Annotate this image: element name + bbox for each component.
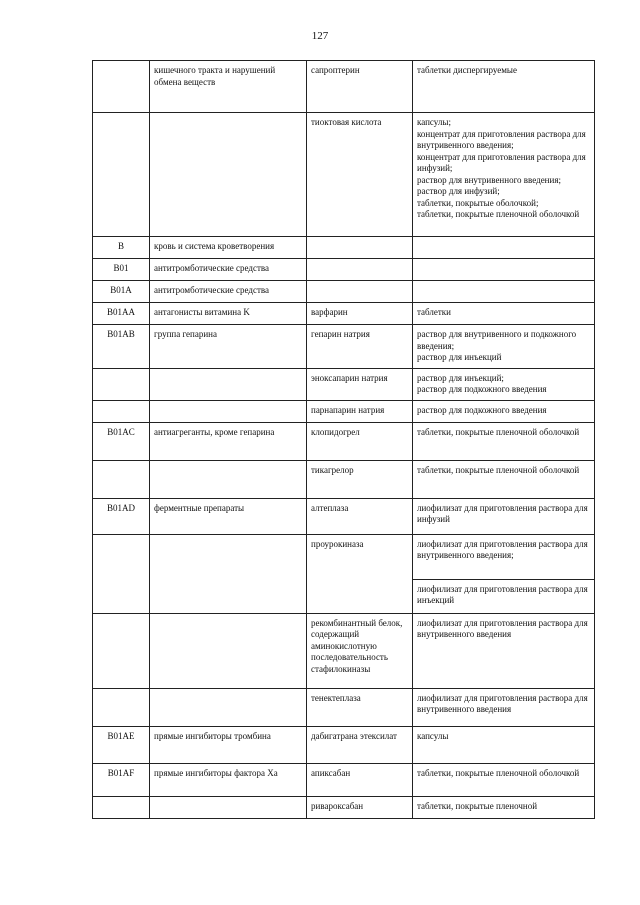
dosage-form-line: концентрат для приготовления раствора для инфузий; <box>417 151 586 173</box>
atc-code-cell <box>93 460 150 498</box>
group-cell <box>150 368 307 400</box>
dosage-form-cell <box>413 113 595 237</box>
dosage-form-cell <box>413 688 595 726</box>
dosage-form-line: капсулы; <box>417 117 451 127</box>
dosage-form-line: таблетки, покрытые оболочкой; <box>417 197 539 208</box>
atc-code-cell <box>93 368 150 400</box>
group-cell <box>150 796 307 818</box>
inn-cell: сапроптерин <box>307 61 413 113</box>
dosage-form-cell <box>413 460 595 498</box>
atc-code-cell <box>93 688 150 726</box>
inn-cell: эноксапарин натрия <box>307 368 413 400</box>
group-cell: антитромботические средства <box>150 259 307 281</box>
dosage-form-line: раствор для подкожного введения <box>417 404 547 415</box>
dosage-form-cell <box>413 281 595 303</box>
atc-code-cell: B01AC <box>93 422 150 460</box>
table-row <box>93 400 595 422</box>
atc-code-cell: B01AB <box>93 325 150 369</box>
atc-code-cell <box>93 400 150 422</box>
dosage-form-line: раствор для инфузий; <box>417 186 500 196</box>
dosage-form-cell <box>413 726 595 763</box>
group-cell: ферментные препараты <box>150 498 307 534</box>
group-cell: прямые ингибиторы фактора Xa <box>150 763 307 796</box>
dosage-form-line: лиофилизат для приготовления раствора для инфузий <box>417 502 588 524</box>
inn-cell <box>307 237 413 259</box>
dosage-form-cell <box>413 498 595 534</box>
dosage-form-cell <box>413 796 595 818</box>
dosage-form-line: раствор для внутривенного введения; <box>417 174 561 185</box>
group-cell: антагонисты витамина K <box>150 303 307 325</box>
dosage-form-line: раствор для внутривенного и подкожного введения; <box>417 329 577 351</box>
dosage-form-cell <box>413 613 595 688</box>
inn-cell: ривароксабан <box>307 796 413 818</box>
table-row <box>93 422 595 460</box>
dosage-form-line: раствор для инъекций <box>417 352 502 362</box>
atc-code-cell <box>93 534 150 613</box>
dosage-form-cell <box>413 237 595 259</box>
dosage-form-cell <box>413 400 595 422</box>
inn-cell <box>307 259 413 281</box>
dosage-form-line: лиофилизат для приготовления раствора для внутривенного введения <box>417 617 588 639</box>
table-row <box>93 281 595 303</box>
dosage-form-line: таблетки, покрытые пленочной оболочкой <box>417 767 580 778</box>
group-cell: кишечного тракта и нарушений обмена веществ <box>150 61 307 113</box>
atc-code-cell: B01 <box>93 259 150 281</box>
group-cell: прямые ингибиторы тромбина <box>150 726 307 763</box>
dosage-form-cell <box>413 763 595 796</box>
dosage-form-cell <box>413 259 595 281</box>
group-cell <box>150 688 307 726</box>
dosage-form-line: лиофилизат для приготовления раствора для внутривенного введения; <box>417 538 588 560</box>
inn-cell: рекомбинантный белок, содержащий аминокислотную последовательность стафилокиназы <box>307 613 413 688</box>
inn-cell <box>307 281 413 303</box>
group-cell: группа гепарина <box>150 325 307 369</box>
atc-code-cell <box>93 61 150 113</box>
atc-code-cell: B01AF <box>93 763 150 796</box>
atc-code-cell: B01AA <box>93 303 150 325</box>
dosage-form-line: таблетки, покрытые пленочной оболочкой <box>417 209 580 219</box>
dosage-form-cell <box>413 368 595 400</box>
inn-cell: тиоктовая кислота <box>307 113 413 237</box>
table-row <box>93 688 595 726</box>
table-body <box>93 61 595 819</box>
group-cell <box>150 400 307 422</box>
group-cell: антитромботические средства <box>150 281 307 303</box>
table-row <box>93 796 595 818</box>
atc-code-cell: B01AD <box>93 498 150 534</box>
inn-cell: клопидогрел <box>307 422 413 460</box>
dosage-form-line: концентрат для приготовления раствора для внутривенного введения; <box>417 128 586 150</box>
table-row <box>93 325 595 369</box>
dosage-form-line: таблетки диспергируемые <box>417 65 517 75</box>
atc-code-cell: B01A <box>93 281 150 303</box>
table-row <box>93 61 595 113</box>
group-cell <box>150 613 307 688</box>
table-row <box>93 498 595 534</box>
dosage-form-cell <box>413 579 595 613</box>
table-row <box>93 237 595 259</box>
group-cell <box>150 534 307 613</box>
dosage-form-line: таблетки, покрытые пленочной <box>417 800 538 811</box>
dosage-form-cell <box>413 422 595 460</box>
table-row <box>93 763 595 796</box>
table-row <box>93 113 595 237</box>
dosage-form-line: раствор для подкожного введения <box>417 384 547 394</box>
atc-code-cell: B01AE <box>93 726 150 763</box>
atc-code-cell <box>93 113 150 237</box>
table-row <box>93 368 595 400</box>
table-row <box>93 726 595 763</box>
dosage-form-line: таблетки, покрытые пленочной оболочкой <box>417 426 580 437</box>
dosage-form-cell <box>413 325 595 369</box>
dosage-form-line: капсулы <box>417 730 449 741</box>
table-row <box>93 613 595 688</box>
inn-cell: проурокиназа <box>307 534 413 613</box>
dosage-form-line: раствор для инъекций; <box>417 372 504 383</box>
atc-code-cell <box>93 613 150 688</box>
inn-cell: апиксабан <box>307 763 413 796</box>
inn-cell: дабигатрана этексилат <box>307 726 413 763</box>
dosage-form-cell <box>413 61 595 113</box>
inn-cell: варфарин <box>307 303 413 325</box>
page-number: 127 <box>311 30 329 42</box>
inn-cell: парнапарин натрия <box>307 400 413 422</box>
dosage-form-line: таблетки, покрытые пленочной оболочкой <box>417 464 580 475</box>
group-cell <box>150 460 307 498</box>
group-cell <box>150 113 307 237</box>
dosage-form-cell <box>413 303 595 325</box>
table-row <box>93 460 595 498</box>
atc-code-cell <box>93 796 150 818</box>
dosage-form-line: лиофилизат для приготовления раствора для инъекций <box>417 583 588 605</box>
inn-cell: тенектеплаза <box>307 688 413 726</box>
drug-table <box>92 60 595 819</box>
table-row <box>93 534 595 579</box>
atc-code-cell: B <box>93 237 150 259</box>
inn-cell: алтеплаза <box>307 498 413 534</box>
inn-cell: гепарин натрия <box>307 325 413 369</box>
inn-cell: тикагрелор <box>307 460 413 498</box>
table-row <box>93 303 595 325</box>
dosage-form-line: таблетки <box>417 307 452 317</box>
dosage-form-cell <box>413 534 595 579</box>
dosage-form-line: лиофилизат для приготовления раствора для внутривенного введения <box>417 692 588 714</box>
group-cell: кровь и система кроветворения <box>150 237 307 259</box>
table-row <box>93 259 595 281</box>
group-cell: антиагреганты, кроме гепарина <box>150 422 307 460</box>
